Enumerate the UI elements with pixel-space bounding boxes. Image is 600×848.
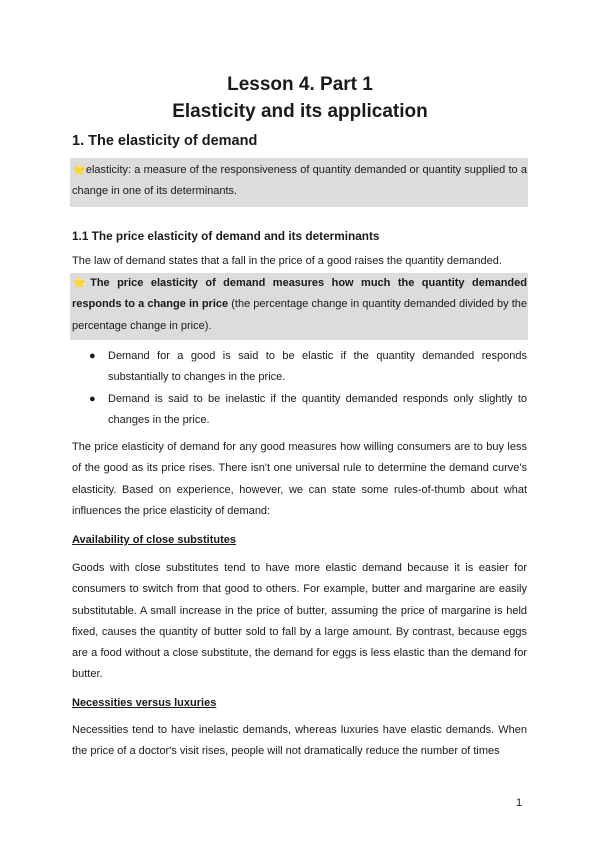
section-1-heading: 1. The elasticity of demand (72, 133, 258, 149)
title-line-2: Elasticity and its application (172, 101, 428, 122)
elasticity-bullet-list (87, 346, 527, 431)
star-icon: ⭐ (72, 164, 86, 176)
bullet-icon: ● (89, 392, 96, 405)
necessities-paragraph: Necessities tend to have inelastic demands, whereas luxuries have elastic demands. When the price of a doctor's visit rises, people will not dramatically reduce the number of times (72, 724, 527, 758)
intro-paragraph: The price elasticity of demand for any good measures how willing consumers are to buy less of the good as its price rises. There isn't one universal rule to determine the demand curve's elasticity. Based on experience, however, we can state some rules-of-thumb about what influences the price elasticity of demand: (72, 441, 527, 517)
ped-definition (72, 273, 527, 337)
bullet-icon: ● (89, 350, 96, 362)
substitutes-paragraph: Goods with close substitutes tend to have more elastic demand because it is easier for consumers to switch from that good to others. For example, butter and margarine are easily substitutable. A small increase in the price of butter, assuming the price of margarine is held fixed, causes the quantity of butter sold to fall by a large amount. By contrast, because eggs are a food without a close substitute, the demand for eggs is less elastic than the demand for butter. (72, 562, 527, 681)
section-1-1-heading: 1.1 The price elasticity of demand and its determinants (72, 229, 380, 243)
subheading-substitutes: Availability of close substitutes (72, 534, 237, 546)
bullet-text: Demand for a good is said to be elastic if the quantity demanded responds substantially to changes in the price. (108, 350, 527, 384)
list-item (87, 389, 527, 432)
ped-definition-bold: The price elasticity of demand measures how much the quantity demanded responds to a change in price (72, 277, 527, 311)
page-number: 1 (516, 797, 523, 809)
ped-definition-rest: (the percentage change in quantity demanded divided by the percentage change in price). (72, 298, 528, 332)
subheading-necessities: Necessities versus luxuries (72, 697, 217, 709)
list-item (87, 346, 527, 389)
definition-elasticity (72, 160, 527, 203)
star-icon: ⭐ (72, 277, 91, 289)
bullet-text: Demand is said to be inelastic if the quantity demanded responds only slightly to changes in the price. (108, 392, 527, 426)
definition-text: elasticity: a measure of the responsiveness of quantity demanded or quantity supplied to a change in one of its determinants. (72, 164, 527, 198)
title-line-1: Lesson 4. Part 1 (227, 74, 373, 95)
law-of-demand-text: The law of demand states that a fall in the price of a good raises the quantity demanded. (72, 255, 502, 267)
